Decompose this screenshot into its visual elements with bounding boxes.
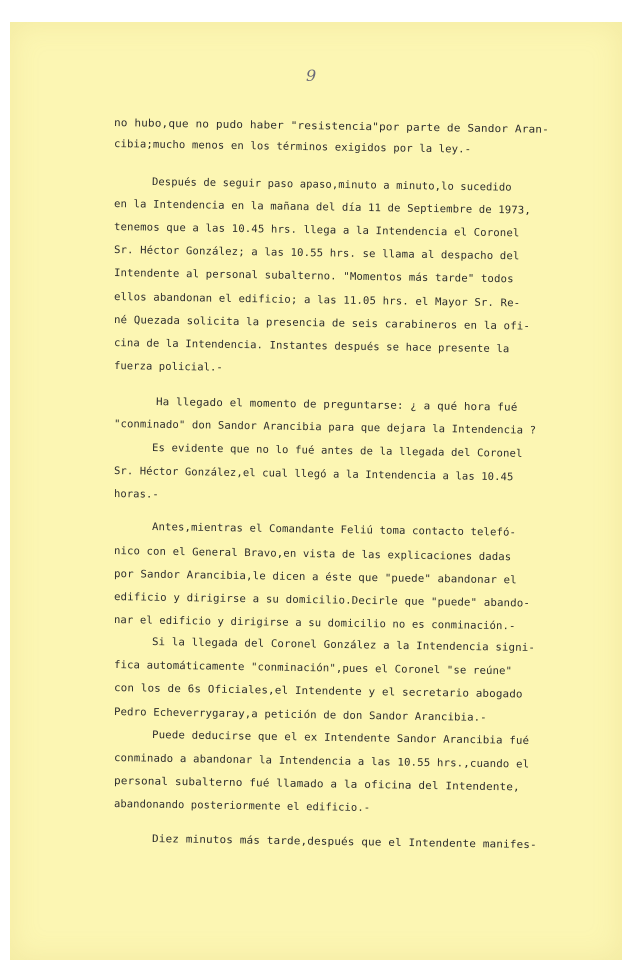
text-line: no hubo,que no pudo haber "resistencia"por parte de Sandor Aran-	[113, 117, 550, 136]
text-line: Ha llegado el momento de preguntarse: ¿ a qué hora fué	[155, 396, 518, 414]
text-line: Es evidente que no lo fué antes de la llegada del Coronel	[151, 442, 523, 460]
text-line: por Sandor Arancibia,le dicen a éste que "puede" abandonar el	[113, 568, 517, 587]
page-number: 9	[306, 66, 317, 85]
text-line: en la Intendencia en la mañana del día 11 de Septiembre de 1973,	[113, 198, 531, 217]
text-line: personal subalterno fué llamado a la oficina del Intendente,	[113, 775, 520, 794]
text-line: horas.-	[113, 488, 159, 501]
document-page	[10, 22, 622, 960]
text-line: Puede deducirse que el ex Intendente Sandor Arancibia fué	[151, 729, 530, 747]
text-line: fuerza policial.-	[113, 360, 223, 374]
text-line: Si la llegada del Coronel González a la Intendencia signi-	[151, 636, 536, 655]
text-line: Pedro Echeverrygaray,a petición de don Sandor Arancibia.-	[113, 706, 487, 724]
text-line: Sr. Héctor González,el cual llegó a la Intendencia a las 10.45	[113, 465, 514, 484]
text-line: cina de la Intendencia. Instantes después se hace presente la	[113, 337, 510, 356]
text-line: nico con el General Bravo,en vista de las explicaciones dadas	[113, 545, 512, 564]
text-line: Intendente al personal subalterno. "Momentos más tarde" todos	[113, 267, 514, 286]
text-line: "conminado" don Sandor Arancibia para que dejara la Intendencia ?	[113, 418, 537, 437]
text-line: tenemos que a las 10.45 hrs. llega a la Intendencia el Coronel	[113, 221, 520, 240]
text-line: fica automáticamente "conminación",pues el Coronel "se reúne"	[113, 659, 513, 678]
text-line: cibia;mucho menos en los términos exigidos por la ley.-	[113, 138, 472, 156]
text-line: Después de seguir paso apaso,minuto a minuto,lo sucedido	[151, 176, 512, 194]
text-line: Diez minutos más tarde,después que el Intendente manifes-	[151, 833, 537, 852]
text-line: abandonando posteriormente el edificio.-	[113, 798, 371, 815]
text-line: Antes,mientras el Comandante Feliú toma contacto telefó-	[151, 521, 517, 539]
text-line: Sr. Héctor González; a las 10.55 hrs. se llama al despacho del	[113, 244, 520, 263]
text-line: edificio y dirigirse a su domicilio.Decirle que "puede" abando-	[113, 591, 531, 610]
text-line: con los de 6s Oficiales,el Intendente y el secretario abogado	[113, 682, 523, 701]
text-line: nar el edificio y dirigirse a su domicilio no es conminación.-	[113, 614, 516, 633]
text-line: né Quezada solicita la presencia de seis carabineros en la ofi-	[113, 314, 531, 333]
text-line: conminado a abandonar la Intendencia a las 10.55 hrs.,cuando el	[113, 752, 530, 771]
text-line: ellos abandonan el edificio; a las 11.05 hrs. el Mayor Sr. Re-	[113, 291, 521, 310]
